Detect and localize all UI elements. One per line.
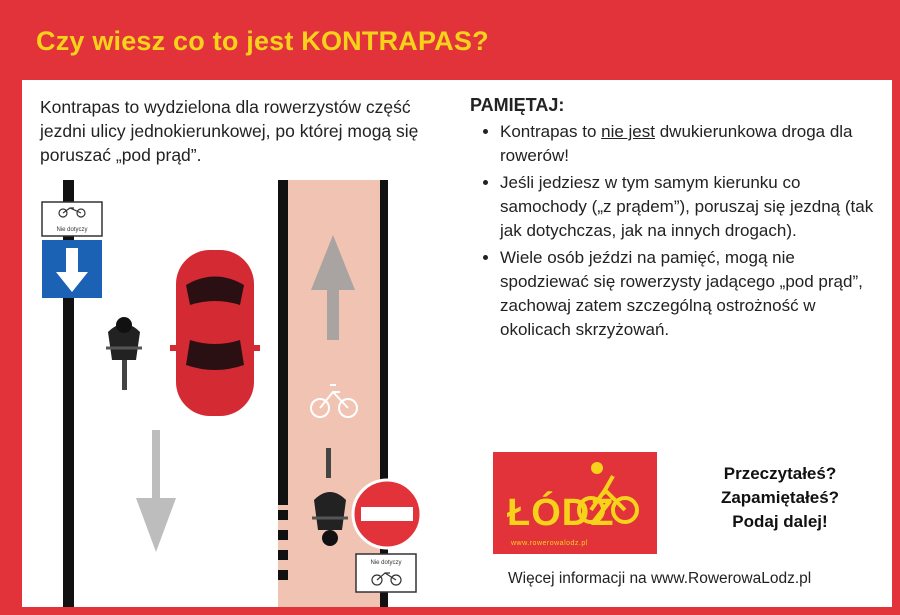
exemption-plate-bottom-text: Nie dotyczy xyxy=(370,560,402,566)
traffic-direction-arrow-down xyxy=(136,430,176,552)
remember-list xyxy=(470,120,880,342)
remember-item-1-underline: nie jest xyxy=(601,122,655,141)
slogan-line-3: Podaj dalej! xyxy=(732,512,828,531)
lodz-logo xyxy=(493,452,657,554)
frame-bottom xyxy=(0,607,900,615)
remember-item-2: • Jeśli jedziesz w tym samym kierunku co samochody („z prądem”), poruszaj się jezdną (tak jak dotychczas, jak na innych drogach). xyxy=(500,171,880,243)
slogan xyxy=(680,462,880,534)
slogan-line-2: Zapamiętałeś? xyxy=(720,488,840,507)
remember-section xyxy=(470,95,880,345)
header-banner xyxy=(0,0,900,80)
slogan-line-1: Przeczytałeś? xyxy=(723,464,837,483)
logo-text: ŁÓDŹ xyxy=(507,492,615,534)
remember-item-1-post: dwukierunkowa droga dla rowerów! xyxy=(500,122,853,165)
no-entry-sign xyxy=(353,480,421,592)
more-info-link[interactable]: Więcej informacji na www.RowerowaLodz.pl xyxy=(508,570,812,587)
one-way-sign xyxy=(42,202,102,298)
remember-item-1-pre: Kontrapas to xyxy=(500,122,602,141)
page-title: Czy wiesz co to jest KONTRAPAS? xyxy=(36,26,489,56)
street-illustration xyxy=(0,180,460,607)
intro-text: Kontrapas to wydzielona dla rowerzystów część jezdni ulicy jednokierunkowej, po której mogą się poruszać „pod prąd”. xyxy=(40,97,419,165)
car-icon xyxy=(170,250,260,416)
remember-item-1 xyxy=(500,120,880,168)
remember-title: PAMIĘTAJ: xyxy=(470,95,565,115)
remember-item-3: • Wiele osób jeździ na pamięć, mogą nie spodziewać się rowerzysty jadącego „pod prąd”, zachowaj zatem szczególną ostrożność w okolicach skrzyżowań. xyxy=(500,246,880,342)
cyclist-icon xyxy=(106,317,142,390)
exemption-plate-top-text: Nie dotyczy xyxy=(56,227,88,233)
lane-separator-line xyxy=(278,180,288,505)
frame-right xyxy=(892,0,900,615)
logo-small-text: www.rowerowalodz.pl xyxy=(511,540,588,547)
